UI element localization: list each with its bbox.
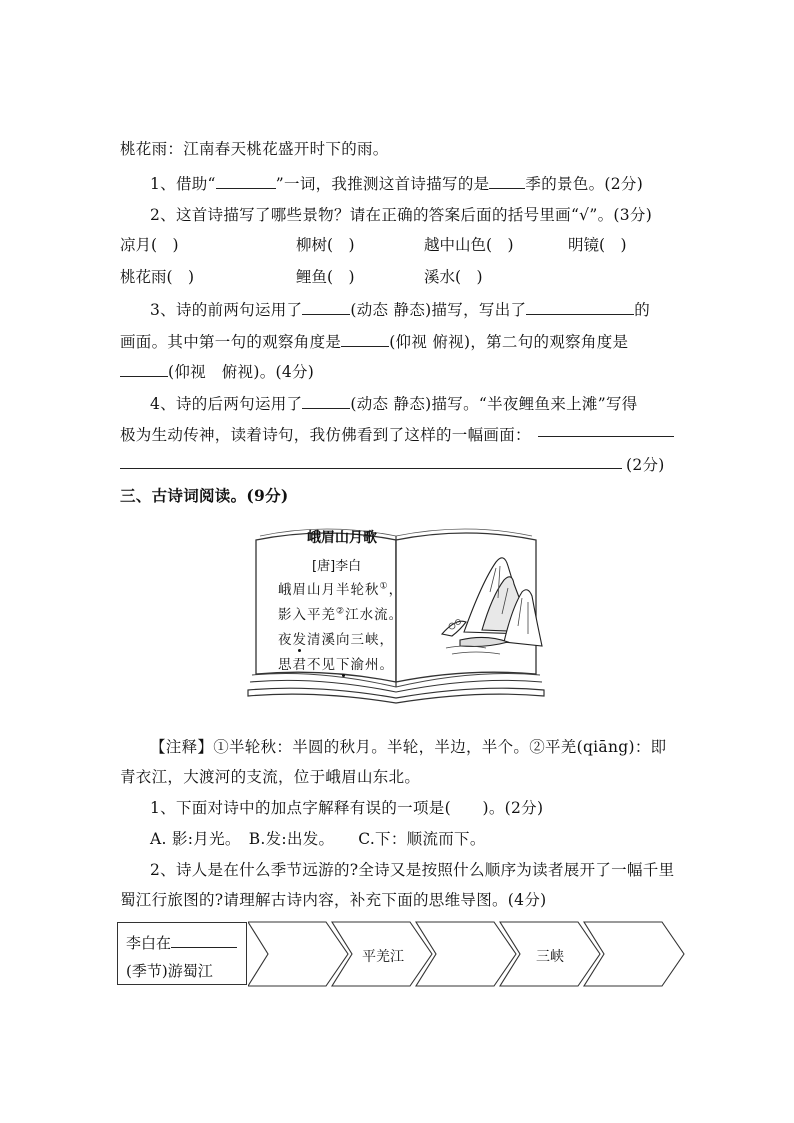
q3-text-a: 3、诗的前两句运用了 <box>150 301 303 319</box>
flow-start-line-2: (季节)游蜀江 <box>126 962 213 980</box>
question-3-line-1 <box>150 297 650 320</box>
q1-blank-word[interactable] <box>216 171 276 189</box>
section-3-heading: 三、古诗词阅读。(9分) <box>120 486 289 505</box>
q4-text-a: 4、诗的后两句运用了 <box>150 395 303 413</box>
q3-text-c: 的 <box>634 301 651 319</box>
note-line-2: 青衣江，大渡河的支流，位于峨眉山东北。 <box>120 768 421 786</box>
dotted-char: 发 <box>292 632 307 648</box>
q2-option[interactable]: 凉月( ) <box>120 236 179 254</box>
note-line-1: 【注释】①半轮秋：半圆的秋月。半轮，半边，半个。②平羌(qiāng)：即 <box>150 738 667 756</box>
flow-step-1 <box>248 922 348 986</box>
q3-text-d: 画面。其中第一句的观察角度是 <box>120 333 342 351</box>
q2-option[interactable]: 越中山色( ) <box>424 236 514 254</box>
q1-blank-season[interactable] <box>489 171 525 189</box>
q3-text-f: (仰视 俯视)。(4分) <box>168 363 315 381</box>
q4-text-b: (动态 静态)描写。“半夜鲤鱼来上滩”写得 <box>350 395 638 413</box>
poem-author: [唐]李白 <box>312 559 362 574</box>
flow-step-4-label: 三峡 <box>536 949 564 965</box>
q1-text-b: ”一词，我推测这首诗描写的是 <box>275 175 490 193</box>
q2-option[interactable]: 溪水( ) <box>424 268 483 286</box>
q3-blank-1[interactable] <box>302 297 350 315</box>
question-reading-1: 1、下面对诗中的加点字解释有误的一项是( )。(2分) <box>150 799 544 817</box>
q4-score: (2分) <box>626 456 665 474</box>
q2-option[interactable]: 鲤鱼( ) <box>296 268 355 286</box>
poem-line-2-text: 影入平羌 <box>278 607 336 623</box>
question-3-line-3 <box>120 359 314 382</box>
question-reading-2-line-1: 2、诗人是在什么季节远游的?全诗又是按照什么顺序为读者展开了一幅千里 <box>150 861 675 879</box>
question-1 <box>150 171 643 194</box>
intro-line: 桃花雨：江南春天桃花盛开时下的雨。 <box>120 140 389 158</box>
question-2: 2、这首诗描写了哪些景物？请在正确的答案后面的括号里画“√”。(3分) <box>150 206 653 224</box>
question-4-line-1 <box>150 391 638 414</box>
q2-option[interactable]: 柳树( ) <box>296 236 355 254</box>
poem-title: 峨眉山月歌 <box>307 530 377 546</box>
flow-arrows <box>248 921 688 987</box>
q4-answer-line-2[interactable] <box>120 468 622 469</box>
q3-blank-3[interactable] <box>341 329 389 347</box>
q1-text-a: 1、借助“ <box>150 175 216 193</box>
poem-line-4 <box>278 653 394 673</box>
poem-line-4-b: 渝州。 <box>350 657 394 673</box>
question-reading-1-options[interactable]: A. 影:月光。 B.发:出发。 C.下：顺流而下。 <box>150 830 486 848</box>
q3-blank-4[interactable] <box>120 359 168 377</box>
poem-line-2-end: 江水流。 <box>345 607 404 623</box>
q2-option[interactable]: 桃花雨( ) <box>120 268 195 286</box>
poem-line-1-text: 峨眉山月半轮秋 <box>278 582 380 598</box>
poem-line-1 <box>278 578 403 598</box>
poem-note-marker-1: ① <box>379 581 389 592</box>
poem-line-1-punct: ， <box>388 582 404 598</box>
poem-line-3-a: 夜 <box>278 632 293 648</box>
question-4-line-2: 极为生动传神，读着诗句，我仿佛看到了这样的一幅画面： <box>120 426 531 444</box>
question-3-line-2 <box>120 329 628 352</box>
q4-blank-1[interactable] <box>302 391 350 409</box>
poem-line-4-a: 思君不见 <box>278 657 336 673</box>
poem-note-marker-2: ② <box>336 606 346 617</box>
poem-line-2 <box>278 603 403 623</box>
q3-blank-2[interactable] <box>526 297 634 315</box>
flow-step-2-label: 平羌江 <box>362 949 404 965</box>
flow-start-text: 李白在 <box>126 934 172 952</box>
dotted-char: 下 <box>336 657 351 673</box>
q1-text-c: 季的景色。(2分) <box>525 175 644 193</box>
poem-line-3 <box>278 628 394 648</box>
question-reading-2-line-2: 蜀江行旅图的?请理解古诗内容，补充下面的思维导图。(4分) <box>120 891 547 909</box>
q2-option[interactable]: 明镜( ) <box>568 236 627 254</box>
season-blank[interactable] <box>171 932 237 948</box>
q3-text-b: (动态 静态)描写，写出了 <box>350 301 527 319</box>
q4-answer-line-1[interactable] <box>538 436 674 437</box>
poem-line-3-b: 清溪向三峡， <box>307 632 394 648</box>
flow-start-line-1 <box>126 932 237 953</box>
q3-text-e: (仰视 俯视)，第二句的观察角度是 <box>389 333 629 351</box>
